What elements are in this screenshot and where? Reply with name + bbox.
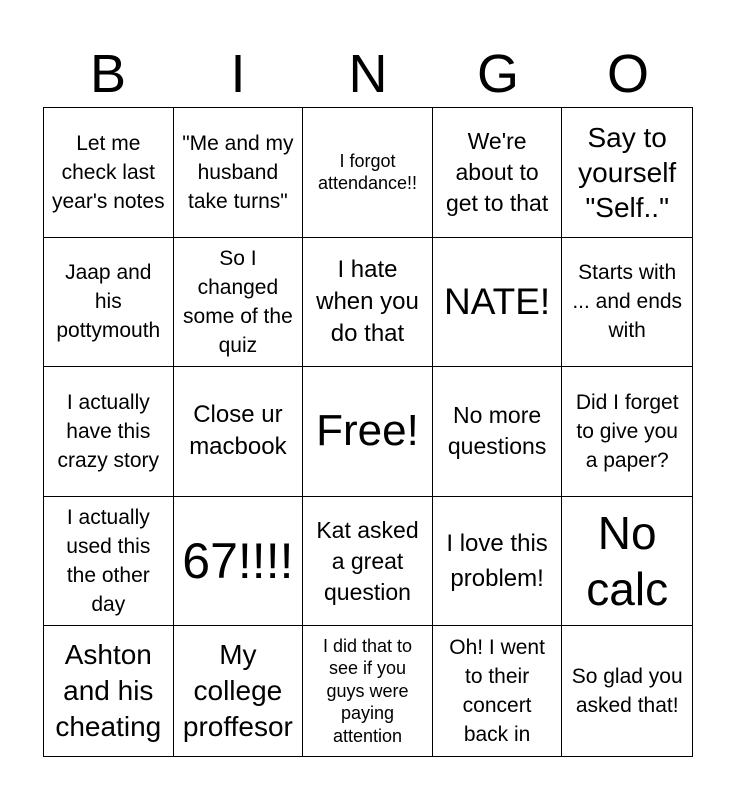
cell-text: Ashton and his cheating [55,639,162,743]
cell-text: Starts with ... and ends with [572,261,683,343]
bingo-cell[interactable] [433,238,563,368]
cell-text: Oh! I went to their concert back in [449,636,545,747]
bingo-cell[interactable] [174,238,304,368]
cell-text: I love this problem! [446,530,548,593]
bingo-cell[interactable] [174,367,304,497]
bingo-cell[interactable] [562,626,692,756]
cell-text: I did that to see if you guys were paying attention [322,635,413,746]
cell-text: I actually used this the other day [66,506,151,617]
cell-text: 67!!!! [182,533,294,590]
bingo-cell[interactable] [303,626,433,756]
cell-text: We're about to get to that [445,127,549,216]
header-letter-n: N [348,44,388,104]
cell-text: So I changed some of the quiz [183,246,293,357]
bingo-header [43,40,693,108]
bingo-cell[interactable] [303,497,433,627]
cell-text: Did I forget to give you a paper? [575,390,679,472]
bingo-cell[interactable] [562,238,692,368]
cell-text: So glad you asked that! [571,665,683,718]
bingo-cell[interactable] [433,367,563,497]
header-letter-g: G [476,44,519,104]
cell-text: My college proffesor [182,639,293,743]
free-space-cell[interactable] [303,367,433,497]
bingo-cell[interactable] [433,497,563,627]
header-letter-o: O [606,44,649,104]
cell-text: NATE! [443,280,551,322]
bingo-cell[interactable] [44,238,174,368]
bingo-cell[interactable] [562,497,692,627]
bingo-cell[interactable] [303,108,433,238]
bingo-board [43,107,693,757]
cell-text: I forgot attendance!! [317,151,418,194]
bingo-cell[interactable] [433,108,563,238]
cell-text: Jaap and his pottymouth [56,261,161,343]
bingo-cell[interactable] [174,626,304,756]
bingo-cell[interactable] [562,108,692,238]
bingo-cell[interactable] [174,108,304,238]
bingo-cell[interactable] [174,497,304,627]
bingo-cell[interactable] [44,497,174,627]
cell-text: No calc [586,507,669,616]
cell-text: No more questions [447,402,547,460]
bingo-cell[interactable] [44,108,174,238]
cell-text: Close ur macbook [189,401,287,461]
bingo-cell[interactable] [44,626,174,756]
bingo-cell[interactable] [562,367,692,497]
cell-text: Let me check last year's notes [52,131,165,213]
cell-text: Say to yourself "Self.." [578,121,677,223]
cell-text: I hate when you do that [316,255,419,347]
cell-text: "Me and my husband take turns" [182,131,294,213]
bingo-cell[interactable] [44,367,174,497]
bingo-cell[interactable] [303,238,433,368]
free-space-text: Free! [316,406,419,456]
header-letter-b: B [89,44,127,104]
cell-text: Kat asked a great question [316,516,419,605]
bingo-cell[interactable] [433,626,563,756]
header-letter-i: I [230,44,246,104]
cell-text: I actually have this crazy story [57,390,160,472]
